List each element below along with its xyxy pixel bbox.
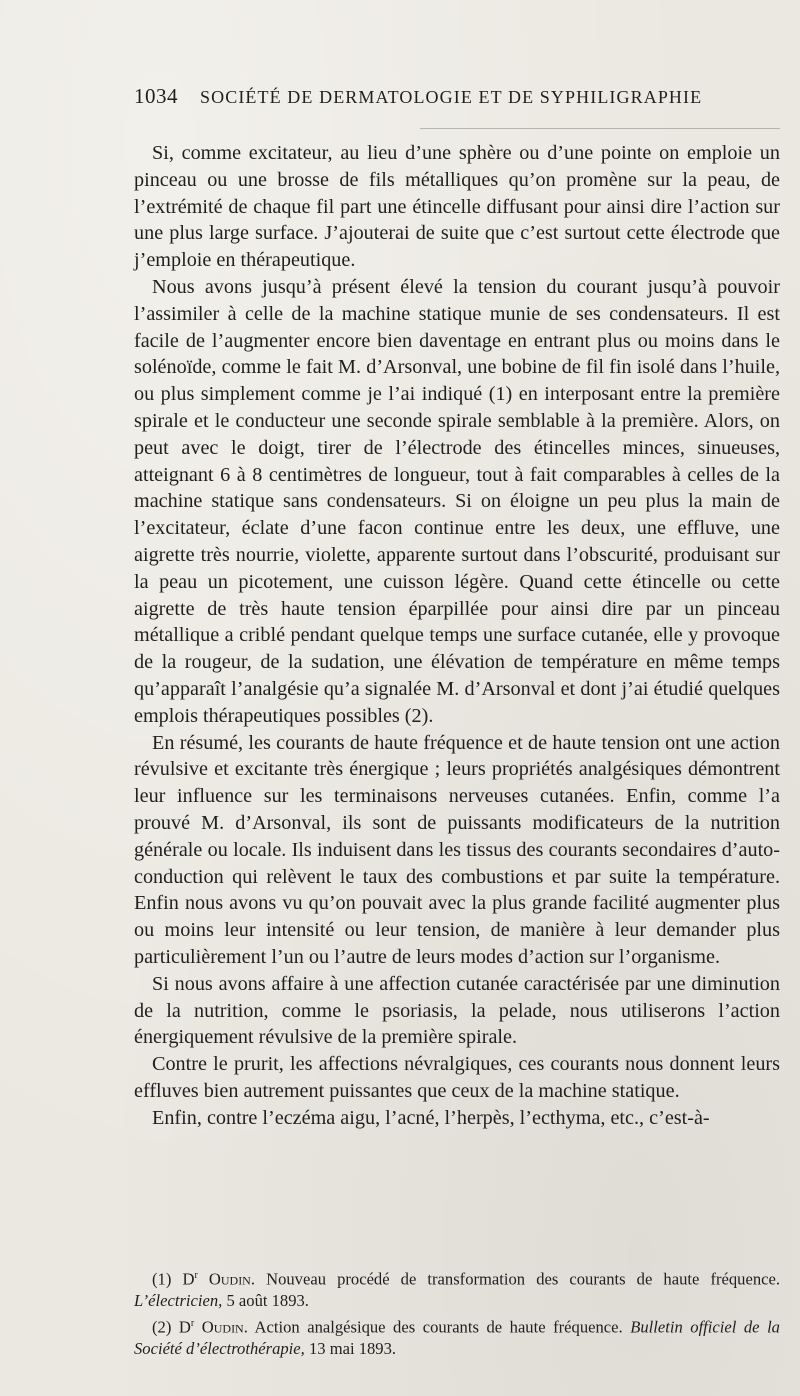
running-title: SOCIÉTÉ DE DERMATOLOGIE ET DE SYPHILIGRAPHIE — [200, 87, 703, 107]
footnote-date: 5 août 1893. — [222, 1291, 309, 1311]
footnotes — [134, 1265, 780, 1360]
main-text — [134, 140, 780, 1131]
footnote-text: Nouveau procédé de transformation des courants de haute fréquence. — [255, 1269, 780, 1289]
footnote-author-name: Oudin. — [208, 1269, 256, 1289]
paragraph: En résumé, les courants de haute fréquence et de haute tension ont une action révulsive et excitante très énergique ; leurs propriétés analgésiques démontrent leur influence sur les terminaisons nerveuses cutanées. Enfin, comme l’a prouvé M. d’Arsonval, ils sont de puissants modificateurs de la nutrition générale ou locale. Ils induisent dans les tissus des courants secondaires d’auto-conduction qui relèvent le taux des combustions et par suite la température. Enfin nous avons vu qu’on pouvait avec la plus grande facilité augmenter plus ou moins leur intensité ou leur tension, de manière à leur demander plus particulièrement l’un ou l’autre de leurs modes d’action sur l’organisme. — [134, 731, 780, 968]
paragraph: Enfin, contre l’eczéma aigu, l’acné, l’herpès, l’ecthyma, etc., c’est-à- — [152, 1106, 710, 1129]
paragraph: Contre le prurit, les affections névralgiques, ces courants nous donnent leurs effluves bien autrement puissantes que ceux de la machine statique. — [134, 1053, 780, 1102]
header-rule — [420, 128, 780, 129]
footnote-author-name: Oudin. — [201, 1317, 248, 1337]
footnote-author-prefix: D — [178, 1317, 191, 1337]
footnote-author-prefix: D — [182, 1269, 195, 1289]
paragraph: Si, comme excitateur, au lieu d’une sphère ou d’une pointe on emploie un pinceau ou une brosse de fils métalliques qu’on promène sur la peau, de l’extrémité de chaque fil part une étincelle diffusant pour ainsi dire l’action sur une plus large surface. J’ajouterai de suite que c’est surtout cette électrode que j’emploie en thérapeutique. — [134, 142, 780, 272]
footnote-date: 13 mai 1893. — [304, 1338, 397, 1358]
paragraph: Si nous avons affaire à une affection cutanée caractérisée par une diminution de la nutrition, comme le psoriasis, la pelade, nous utiliserons l’action énergiquement révulsive de la première spirale. — [134, 972, 780, 1049]
page-header — [134, 84, 724, 109]
footnote-2 — [134, 1313, 780, 1360]
paragraph: Nous avons jusqu’à présent élevé la tension du courant jusqu’à pouvoir l’assimiler à celle de la machine statique munie de ses condensateurs. Il est facile de l’augmenter encore bien daventage en entrant plus ou moins dans le solénoïde, comme le fait M. d’Arsonval, une bobine de fil fin isolé dans l’huile, ou plus simplement comme je l’ai indiqué (1) en interposant entre la première spirale et le conducteur une seconde spirale semblable à la première. Alors, on peut avec le doigt, tirer de l’électrode des étincelles minces, sinueuses, atteignant 6 à 8 centimètres de longueur, tout à fait comparables à celles de la machine statique sans condensateurs. Si on éloigne un peu plus la main de l’excitateur, éclate d’une facon continue entre les deux, une effluve, une aigrette très nourrie, violette, apparente surtout dans l’obscurité, produisant sur la peau un picotement, une cuisson légère. Quand cette étincelle ou cette aigrette de très haute tension éparpillée pour ainsi dire par un pinceau métallique a criblé pendant quelque temps une surface cutanée, elle y provoque de la rougeur, de la sudation, une élévation de température en même temps qu’apparaît l’analgésie qu’a signalée M. d’Arsonval et dont j’ai étudié quelques emplois thérapeutiques possibles (2). — [134, 275, 780, 727]
footnote-text: Action analgésique des courants de haute fréquence. — [247, 1317, 631, 1337]
footnote-marker: (1) — [152, 1269, 172, 1289]
footnote-author-sup: r — [194, 1270, 198, 1281]
footnote-source: Bulletin officiel de la Société d’électrothérapie, — [134, 1317, 780, 1358]
footnote-source: L’électricien, — [134, 1291, 223, 1311]
footnote-marker: (2) — [152, 1317, 172, 1337]
footnote-1 — [134, 1265, 780, 1312]
page-number: 1034 — [134, 84, 178, 108]
footnote-author-sup: r — [190, 1317, 195, 1329]
